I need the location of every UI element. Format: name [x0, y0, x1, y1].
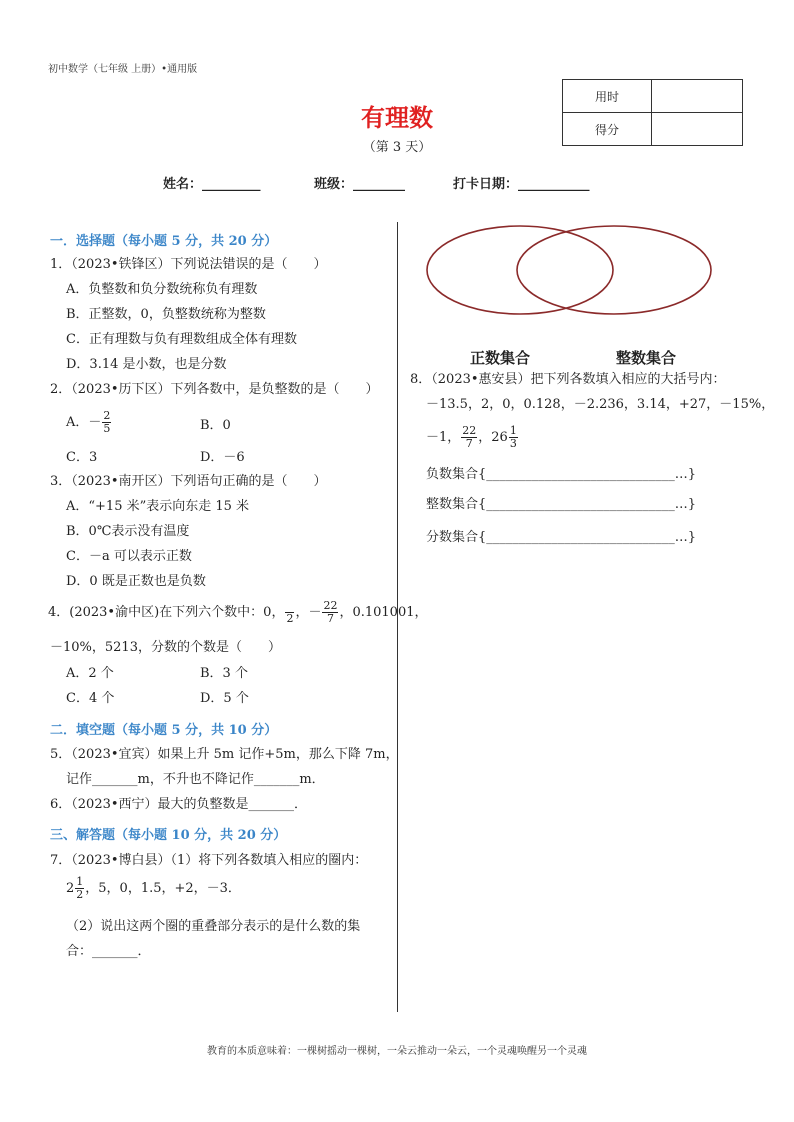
q7-mixed-whole: 2 [66, 881, 75, 896]
q1-stem: 1．（2023•铁锋区）下列说法错误的是（ ） [50, 257, 327, 272]
q4-frac1-denominator: 2 [286, 612, 294, 625]
q4-line2: －10%，5213，分数的个数是（ ） [50, 640, 281, 655]
section-choice-heading: 一．选择题（每小题 5 分，共 20 分） [50, 234, 278, 249]
header-note: 初中数学（七年级 上册）•通用版 [48, 64, 198, 75]
q4-text-a: 4．(2023•渝中区)在下列六个数中：0， [48, 605, 285, 620]
q4-text-b: ，－ [295, 605, 322, 620]
q2-option-a[interactable] [66, 410, 112, 435]
fraction-set-field[interactable]: 分数集合{_____________________________…} [426, 530, 697, 545]
q8-frac-denominator: 7 [465, 437, 473, 450]
integer-set-field[interactable]: 整数集合{_____________________________…} [426, 497, 697, 512]
q8-line3 [426, 425, 519, 450]
q4-option-d[interactable]: D．5 个 [200, 691, 249, 706]
section-fill-heading: 二．填空题（每小题 5 分，共 10 分） [50, 723, 278, 738]
page-title: 有理数 [361, 103, 433, 132]
q2-a-numerator: 2 [103, 409, 111, 422]
q3-stem: 3．（2023•南开区）下列语句正确的是（ ） [50, 474, 327, 489]
venn-left-label: 正数集合 [470, 349, 531, 367]
q2-option-c[interactable]: C．3 [66, 450, 98, 465]
q7-mixed-numerator: 1 [76, 875, 84, 888]
q1-option-a[interactable]: A．负整数和负分数统称负有理数 [66, 282, 258, 297]
q7-mixed-fraction [75, 876, 84, 901]
q2-a-prefix: A．－ [66, 415, 102, 430]
date-field[interactable]: 打卡日期：___________ [453, 177, 590, 192]
page-subtitle: （第 3 天） [362, 140, 432, 155]
q7-line3: （2）说出这两个圈的重叠部分表示的是什么数的集 [66, 919, 361, 934]
q5-line1: 5．（2023•宜宾）如果上升 5m 记作+5m，那么下降 7m， [50, 747, 399, 762]
q6-stem[interactable]: 6．（2023•西宁）最大的负整数是_______． [50, 797, 308, 812]
venn-right-label: 整数集合 [616, 349, 677, 367]
q3-option-a[interactable]: A．“+15 米”表示向东走 15 米 [66, 499, 250, 514]
venn-right-circle[interactable] [517, 226, 711, 314]
q1-option-d[interactable]: D．3.14 是小数，也是分数 [66, 357, 227, 372]
q4-frac2-numerator: 22 [323, 599, 338, 612]
q7-line4[interactable]: 合：_______． [66, 944, 151, 959]
venn-diagram [420, 222, 720, 328]
q2-a-denominator: 5 [103, 422, 111, 435]
q4-option-c[interactable]: C．4 个 [66, 691, 115, 706]
q2-option-b[interactable]: B．0 [200, 418, 231, 433]
q4-line1 [48, 600, 428, 625]
class-field[interactable]: 班级：________ [314, 177, 406, 192]
q8-mixed-fraction [509, 425, 518, 450]
q3-option-c[interactable]: C．－a 可以表示正数 [66, 549, 192, 564]
section-answer-heading: 三、解答题（每小题 10 分，共 20 分） [50, 828, 287, 843]
q4-frac2-denominator: 7 [326, 612, 334, 625]
q8-text-b: ，26 [478, 430, 508, 445]
venn-left-circle[interactable] [427, 226, 613, 314]
q7-line2 [66, 876, 241, 901]
q1-option-c[interactable]: C．正有理数与负有理数组成全体有理数 [66, 332, 297, 347]
q4-text-c: ，0.101001， [339, 605, 428, 620]
negative-set-field[interactable]: 负数集合{_____________________________…} [426, 467, 697, 482]
q4-fraction-1 [285, 600, 294, 625]
time-label: 用时 [563, 80, 652, 113]
q4-option-b[interactable]: B．3 个 [200, 666, 248, 681]
q3-option-b[interactable]: B．0℃表示没有温度 [66, 524, 190, 539]
q2-a-fraction [102, 410, 111, 435]
q8-text-a: －1， [426, 430, 461, 445]
q8-mixed-denominator: 3 [509, 437, 517, 450]
q4-fraction-2 [322, 600, 338, 625]
q7-number-list: ，5，0，1.5，+2，－3． [85, 881, 241, 896]
q5-line2[interactable]: 记作_______m，不升也不降记作_______m． [66, 772, 325, 787]
name-field[interactable]: 姓名：_________ [163, 177, 261, 192]
q8-line1: 8．（2023•惠安县）把下列各数填入相应的大括号内： [410, 372, 726, 387]
q8-frac-numerator: 22 [462, 424, 477, 437]
footer-quote: 教育的本质意味着：一棵树摇动一棵树，一朵云推动一朵云，一个灵魂唤醒另一个灵魂 [207, 1046, 587, 1057]
q1-option-b[interactable]: B．正整数，0，负整数统称为整数 [66, 307, 266, 322]
q4-option-a[interactable]: A．2 个 [66, 666, 114, 681]
q2-stem: 2．（2023•历下区）下列各数中，是负整数的是（ ） [50, 382, 379, 397]
q8-line2: －13.5，2，0，0.128，－2.236，3.14，+27，－15%， [426, 397, 775, 412]
q2-option-d[interactable]: D．－6 [200, 450, 245, 465]
q7-mixed-denominator: 2 [76, 888, 84, 901]
q8-fraction [461, 425, 477, 450]
score-label: 得分 [563, 113, 652, 146]
q7-line1: 7．（2023•博白县）（1）将下列各数填入相应的圈内： [50, 853, 368, 868]
q3-option-d[interactable]: D．0 既是正数也是负数 [66, 574, 206, 589]
q8-mixed-numerator: 1 [509, 424, 517, 437]
